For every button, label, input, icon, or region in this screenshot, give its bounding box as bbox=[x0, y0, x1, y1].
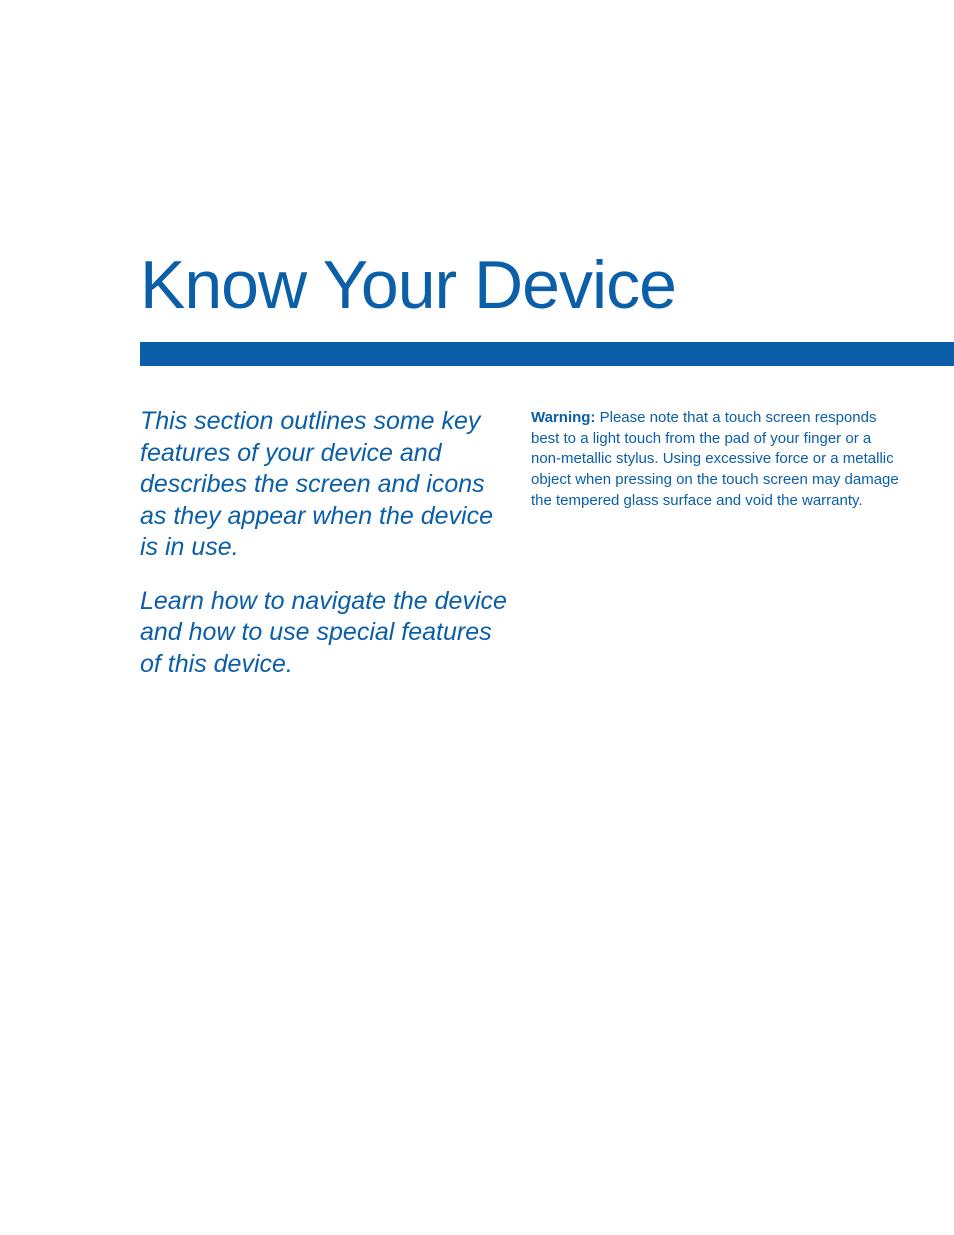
warning-note bbox=[531, 408, 903, 512]
title-divider-bar bbox=[140, 342, 954, 366]
warning-text: Please note that a touch screen responds best to a light touch from the pad of your finger or a non-metallic stylus. Using excessive force or a metallic object when pressing on the touch screen may damage the tempered glass surface and void the warranty. bbox=[531, 409, 899, 509]
page-title: Know Your Device bbox=[140, 247, 676, 323]
intro-section bbox=[140, 406, 510, 702]
intro-paragraph: This section outlines some key features of your device and describes the screen and icons as they appear when the device is in use. bbox=[140, 407, 494, 561]
intro-paragraph: Learn how to navigate the device and how to use special features of this device. bbox=[140, 586, 507, 678]
warning-label: Warning: bbox=[531, 409, 596, 426]
